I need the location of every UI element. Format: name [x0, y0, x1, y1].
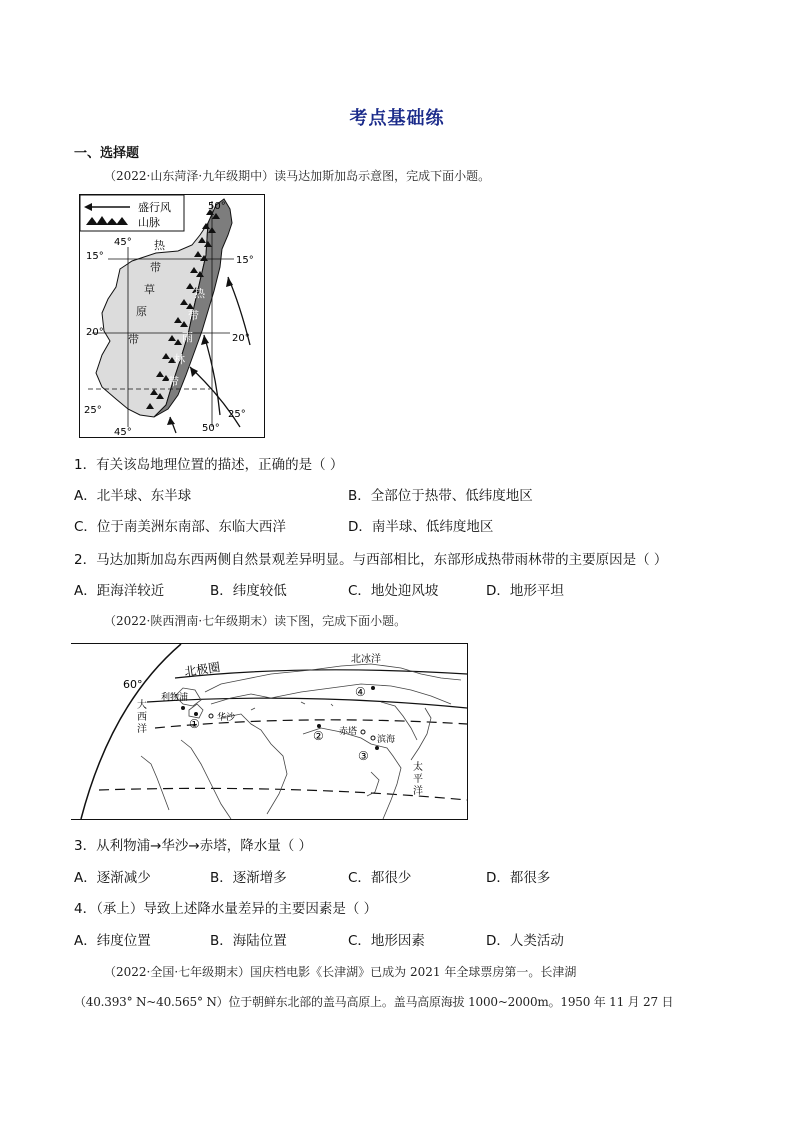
lat-label-25-left: 25° — [84, 405, 102, 416]
svg-text:热: 热 — [194, 287, 205, 300]
lat-label-20-right: 20° — [232, 333, 250, 344]
question-4: 4．（承上）导致上述降水量差异的主要因素是（ ） — [74, 901, 378, 917]
madagascar-map — [79, 194, 265, 438]
question-2: 2．马达加斯加岛东西两侧自然景观差异明显。与西部相比，东部形成热带雨林带的主要原因是（ ） — [74, 552, 668, 568]
question-3: 3．从利物浦→华沙→赤塔，降水量（ ） — [74, 838, 313, 854]
pacific-label — [413, 760, 423, 797]
legend-mountain-label: 山脉 — [138, 216, 160, 229]
svg-text:洋: 洋 — [413, 786, 423, 797]
marker-3-dot — [375, 746, 379, 750]
group3-intro-line2: （40.393° N~40.565° N）位于朝鲜东北部的盖马高原上。盖马高原海拔 1000~2000m。1950 年 11 月 27 日 — [74, 995, 674, 1009]
marker-4-label: ④ — [355, 685, 366, 699]
q3-option-b[interactable]: B．逐渐增多 — [210, 870, 287, 886]
marker-3-label: ③ — [358, 749, 369, 763]
svg-text:热: 热 — [154, 239, 165, 252]
lon-label-50-bottom: 50° — [202, 423, 220, 434]
arctic-circle-label: 北极圈 — [183, 660, 222, 679]
chita-label: 赤塔 — [339, 727, 358, 737]
question-1: 1．有关该岛地理位置的描述，正确的是（ ） — [74, 457, 344, 473]
binhai-label: 滨海 — [377, 735, 396, 745]
q1-option-b[interactable]: B．全部位于热带、低纬度地区 — [348, 488, 533, 504]
lat60-label: 60° — [123, 678, 143, 691]
binhai-dot — [371, 736, 375, 740]
q1-option-a[interactable]: A．北半球、东半球 — [74, 488, 192, 504]
wind-arrowhead — [190, 367, 198, 377]
q1-option-d[interactable]: D．南半球、低纬度地区 — [348, 519, 494, 535]
warsaw-dot — [209, 714, 213, 718]
warsaw-label: 华沙 — [217, 713, 236, 723]
group1-intro: （2022·山东菏泽·九年级期中）读马达加斯加岛示意图，完成下面小题。 — [104, 169, 491, 183]
q2-option-b[interactable]: B．纬度较低 — [210, 583, 287, 599]
lon-label-45-bottom: 45° — [114, 427, 132, 437]
lat-60-line — [147, 698, 467, 708]
chita-dot — [361, 730, 365, 734]
liverpool-label: 利物浦 — [161, 693, 189, 703]
svg-text:西: 西 — [137, 712, 147, 723]
lon-label-50-top: 50° — [208, 201, 226, 212]
dashed-parallel-south — [99, 788, 467, 800]
lon-label-45-top: 45° — [114, 237, 132, 248]
section-heading: 一、选择题 — [74, 146, 140, 161]
q4-option-d[interactable]: D．人类活动 — [486, 933, 564, 949]
marker-2-dot — [317, 724, 321, 728]
svg-text:太: 太 — [413, 762, 423, 773]
marker-1-label: ① — [189, 717, 200, 731]
lat-label-25-right: 25° — [228, 409, 246, 420]
page-title: 考点基础练 — [349, 108, 445, 129]
legend-wind-label: 盛行风 — [138, 201, 171, 214]
q4-option-b[interactable]: B．海陆位置 — [210, 933, 287, 949]
svg-text:大: 大 — [137, 700, 147, 711]
group2-intro: （2022·陕西渭南·七年级期末）读下图，完成下面小题。 — [104, 614, 407, 628]
q3-option-a[interactable]: A．逐渐减少 — [74, 870, 151, 886]
q3-option-d[interactable]: D．都很多 — [486, 870, 551, 886]
svg-text:洋: 洋 — [137, 724, 147, 735]
eurasia-map — [71, 643, 468, 820]
map-left-border — [81, 644, 181, 819]
svg-text:平: 平 — [413, 774, 423, 785]
marker-4-dot — [371, 686, 375, 690]
marker-2-label: ② — [313, 729, 324, 743]
q2-option-a[interactable]: A．距海洋较近 — [74, 583, 165, 599]
svg-text:带: 带 — [128, 333, 139, 346]
lat-label-20-left: 20° — [86, 327, 104, 338]
svg-text:带: 带 — [168, 375, 179, 388]
q2-option-d[interactable]: D．地形平坦 — [486, 583, 564, 599]
dashed-parallel-north — [155, 720, 467, 728]
arctic-ocean-label: 北冰洋 — [351, 654, 381, 665]
liverpool-dot — [181, 706, 185, 710]
svg-text:草: 草 — [144, 283, 155, 296]
q4-option-a[interactable]: A．纬度位置 — [74, 933, 151, 949]
q3-option-c[interactable]: C．都很少 — [348, 870, 412, 886]
atlantic-label — [137, 698, 147, 735]
lat-label-15-left: 15° — [86, 251, 104, 262]
q2-option-c[interactable]: C．地处迎风坡 — [348, 583, 439, 599]
svg-text:雨: 雨 — [182, 331, 193, 344]
group3-intro-line1: （2022·全国·七年级期末）国庆档电影《长津湖》已成为 2021 年全球票房第一。长津湖 — [104, 965, 577, 979]
q1-option-c[interactable]: C．位于南美洲东南部、东临大西洋 — [74, 519, 286, 535]
q4-option-c[interactable]: C．地形因素 — [348, 933, 425, 949]
svg-text:林: 林 — [174, 353, 185, 366]
svg-text:带: 带 — [188, 309, 199, 322]
svg-text:带: 带 — [150, 261, 161, 274]
marker-1-dot — [194, 712, 198, 716]
lat-label-15-right: 15° — [236, 255, 254, 266]
svg-text:原: 原 — [136, 305, 147, 318]
